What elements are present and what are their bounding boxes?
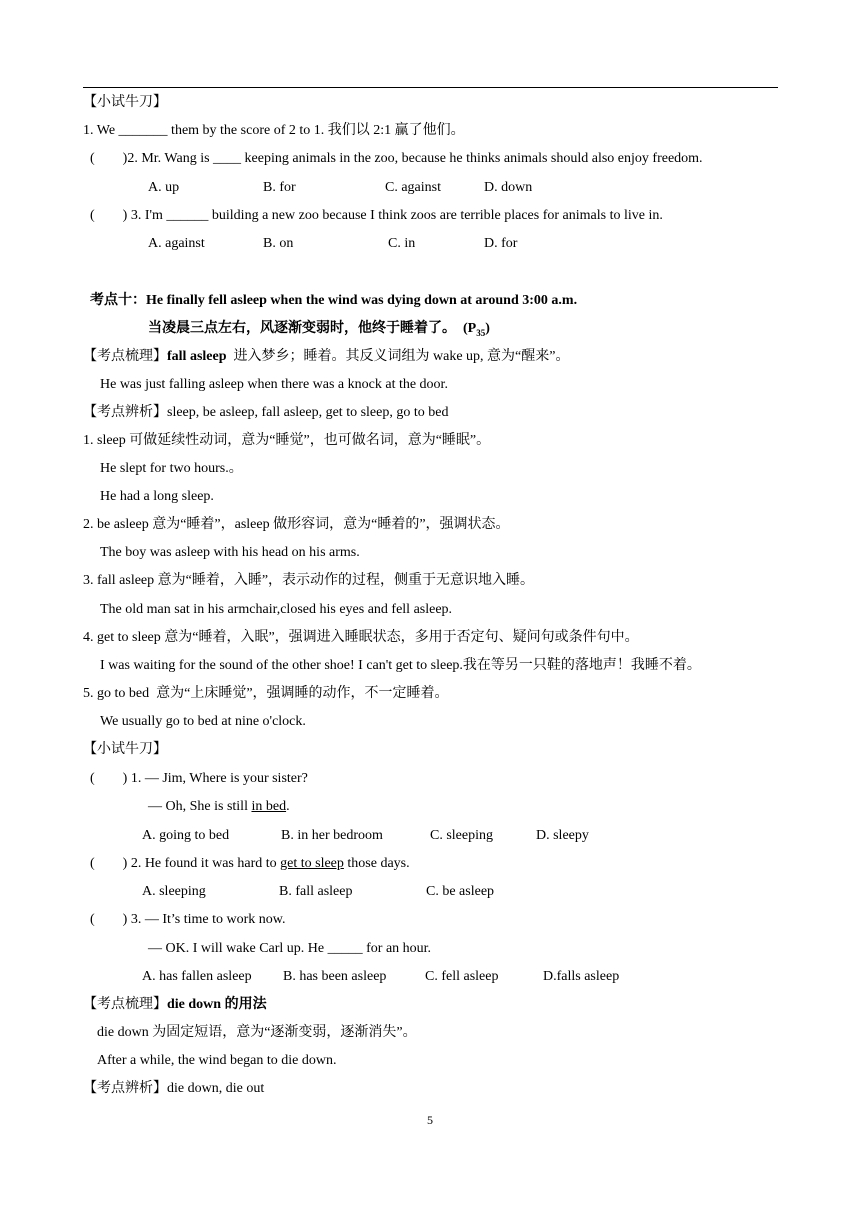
example: I was waiting for the sound of the other shoe! I can't get to sleep.我在等另一只鞋的落地声！我睡不着。 <box>100 658 701 673</box>
question-1: ( ) 1. — Jim, Where is your sister? <box>90 771 308 786</box>
option-c: C. against <box>385 180 441 195</box>
terms: die down, die out <box>167 1081 265 1096</box>
question-1: 1. We _______ them by the score of 2 to 1. 我们以 2:1 赢了他们。 <box>83 123 465 138</box>
question-2: ( )2. Mr. Wang is ____ keeping animals in the zoo, because he thinks animals should also enjoy freedom. <box>90 151 703 166</box>
point-sentence-en: He finally fell asleep when the wind was dying down at around 3:00 a.m. <box>146 293 578 308</box>
option-c: C. be asleep <box>426 884 495 899</box>
example: The old man sat in his armchair,closed his eyes and fell asleep. <box>100 602 453 617</box>
point-sentence-cn-line <box>148 320 490 342</box>
point-label: 考点十： <box>90 293 146 308</box>
page-number: 5 <box>427 1113 433 1127</box>
option-c: C. sleeping <box>430 828 493 843</box>
fall-asleep-line <box>83 348 569 366</box>
example: After a while, the wind began to die down. <box>97 1053 337 1068</box>
die-down-line <box>83 996 267 1014</box>
point-heading <box>90 292 577 310</box>
option-d: D. for <box>484 236 518 251</box>
analysis-line <box>83 1080 264 1098</box>
question-1-reply: — Oh, She is still in bed. <box>148 799 290 814</box>
question-3: ( ) 3. I'm ______ building a new zoo because I think zoos are terrible places for animals to live in. <box>90 208 663 223</box>
analysis-item: 2. be asleep 意为“睡着”，asleep 做形容词，意为“睡着的”，强调状态。 <box>83 517 510 532</box>
option-d: D.falls asleep <box>543 969 620 984</box>
option-b: B. for <box>263 180 296 195</box>
example: We usually go to bed at nine o'clock. <box>100 714 306 729</box>
tag: 【考点梳理】 <box>83 349 167 364</box>
analysis-item: 3. fall asleep 意为“睡着，入睡”，表示动作的过程，侧重于无意识地入睡。 <box>83 573 535 588</box>
tag: 【考点辨析】 <box>83 1081 167 1096</box>
analysis-item: 4. get to sleep 意为“睡着，入眠”，强调进入睡眠状态，多用于否定句、疑问句或条件句中。 <box>83 630 639 645</box>
option-b: B. fall asleep <box>279 884 353 899</box>
definition: die down 为固定短语，意为“逐渐变弱，逐渐消失”。 <box>97 1025 417 1040</box>
option-b: B. on <box>263 236 294 251</box>
question-3: ( ) 3. — It’s time to work now. <box>90 912 286 927</box>
option-c: C. fell asleep <box>425 969 499 984</box>
option-a: A. going to bed <box>142 828 230 843</box>
option-a: A. sleeping <box>142 884 206 899</box>
page-ref: $(P_{35})$ <box>463 321 490 338</box>
definition: 进入梦乡；睡着。其反义词组为 wake up, 意为“醒来”。 <box>226 349 570 364</box>
section-heading: 【小试牛刀】 <box>83 95 167 110</box>
option-a: A. up <box>148 180 180 195</box>
question-3-reply: — OK. I will wake Carl up. He _____ for an hour. <box>148 941 432 956</box>
underlined-phrase: in bed <box>251 799 287 814</box>
terms: sleep, be asleep, fall asleep, get to sleep, go to bed <box>167 405 449 420</box>
option-b: B. has been asleep <box>283 969 387 984</box>
example: He slept for two hours.。 <box>100 461 243 476</box>
section-heading: 【小试牛刀】 <box>83 742 167 757</box>
point-sentence-cn: 当凌晨三点左右，风逐渐变弱时，他终于睡着了。 <box>148 321 456 336</box>
option-a: A. has fallen asleep <box>142 969 252 984</box>
term: die down 的用法 <box>167 997 267 1012</box>
option-d: D. sleepy <box>536 828 589 843</box>
option-a: A. against <box>148 236 205 251</box>
example: He had a long sleep. <box>100 489 214 504</box>
option-c: C. in <box>388 236 416 251</box>
analysis-line <box>83 404 448 422</box>
question-2: ( ) 2. He found it was hard to get to sleep those days. <box>90 856 410 871</box>
analysis-item: 1. sleep 可做延续性动词，意为“睡觉”，也可做名词，意为“睡眠”。 <box>83 433 491 448</box>
option-d: D. down <box>484 180 533 195</box>
analysis-item: 5. go to bed 意为“上床睡觉”，强调睡的动作，不一定睡着。 <box>83 686 449 701</box>
tag: 【考点梳理】 <box>83 997 167 1012</box>
tag: 【考点辨析】 <box>83 405 167 420</box>
header-rule <box>83 87 778 88</box>
underlined-phrase: get to sleep <box>280 856 344 871</box>
example: The boy was asleep with his head on his arms. <box>100 545 360 560</box>
term: fall asleep <box>167 349 227 364</box>
option-b: B. in her bedroom <box>281 828 383 843</box>
example: He was just falling asleep when there was a knock at the door. <box>100 377 448 392</box>
